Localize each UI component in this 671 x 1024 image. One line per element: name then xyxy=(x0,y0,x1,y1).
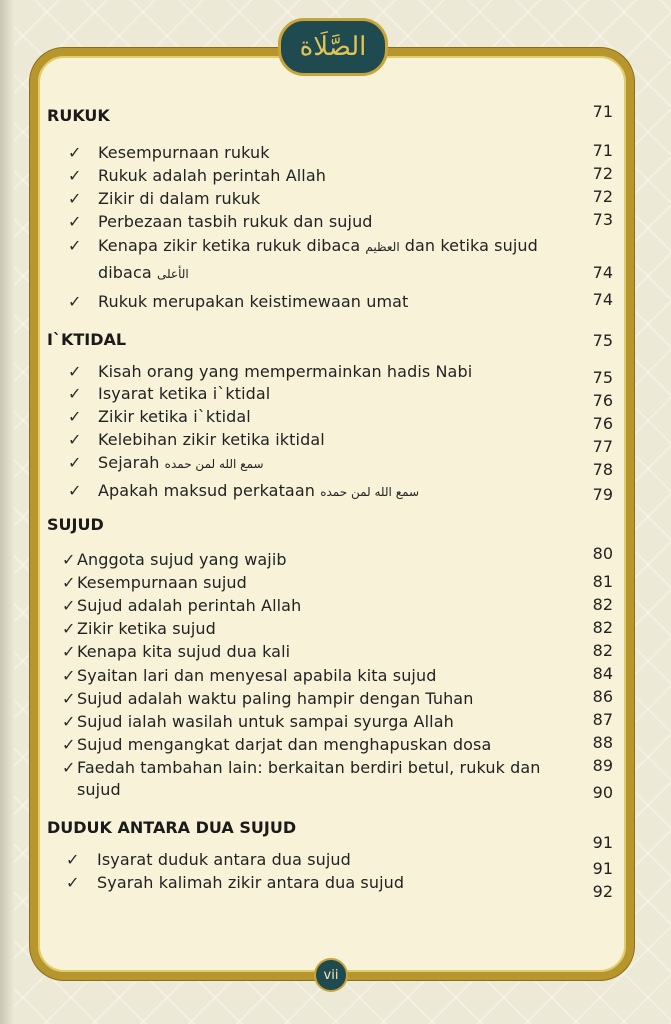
check-icon: ✓ xyxy=(68,143,82,162)
check-icon: ✓ xyxy=(68,453,82,472)
toc-item-text-part: Sejarah xyxy=(98,453,160,472)
toc-item-text-part: dibaca xyxy=(98,263,152,282)
toc-item-page: 74 xyxy=(592,290,613,309)
check-icon: ✓ xyxy=(68,430,82,449)
check-icon: ✓ xyxy=(62,666,76,685)
toc-item-page: 86 xyxy=(592,687,613,706)
toc-item-text: Zikir ketika i`ktidal xyxy=(98,407,251,426)
toc-item-page: 82 xyxy=(592,595,613,614)
toc-item-page: 74 xyxy=(592,263,613,282)
content-frame xyxy=(30,48,634,980)
toc-item-page: 71 xyxy=(592,141,613,160)
section-heading: RUKUK xyxy=(47,106,110,125)
check-icon: ✓ xyxy=(68,292,82,311)
title-arabic: الصَّلَاة xyxy=(299,32,367,62)
toc-item-text: Sujud ialah wasilah untuk sampai syurga Allah xyxy=(77,712,454,731)
check-icon: ✓ xyxy=(68,481,82,500)
toc-item-page: 72 xyxy=(592,164,613,183)
toc-item-text: Sujud mengangkat darjat dan menghapuskan dosa xyxy=(77,735,492,754)
toc-item-text-part: Kenapa zikir ketika rukuk dibaca xyxy=(98,236,361,255)
toc-item-page: 72 xyxy=(592,187,613,206)
toc-item-page: 73 xyxy=(592,210,613,229)
check-icon: ✓ xyxy=(62,619,76,638)
check-icon: ✓ xyxy=(62,758,76,777)
toc-item-page: 79 xyxy=(592,485,613,504)
section-page: 71 xyxy=(592,102,613,121)
title-badge xyxy=(278,18,388,76)
toc-item-text: Kesempurnaan sujud xyxy=(77,573,247,592)
toc-item-page: 87 xyxy=(592,710,613,729)
toc-item-text: Kenapa kita sujud dua kali xyxy=(77,642,291,661)
toc-item-text: Syaitan lari dan menyesal apabila kita sujud xyxy=(77,666,437,685)
section-page: 80 xyxy=(592,544,613,563)
toc-item-text: Zikir di dalam rukuk xyxy=(98,189,261,208)
toc-item-text: Rukuk merupakan keistimewaan umat xyxy=(98,292,409,311)
toc-item-text: Faedah tambahan lain: berkaitan berdiri betul, rukuk dan xyxy=(77,758,541,777)
page-number: vii xyxy=(323,967,339,983)
arabic-term: الأعلى xyxy=(156,267,189,281)
check-icon: ✓ xyxy=(66,850,80,869)
toc-item-page: 92 xyxy=(592,882,613,901)
toc-item-text-line2 xyxy=(98,263,189,282)
toc-item-text: Syarah kalimah zikir antara dua sujud xyxy=(97,873,405,892)
check-icon: ✓ xyxy=(68,236,82,255)
toc-item-page: 78 xyxy=(592,460,613,479)
arabic-term: سمع الله لمن حمده xyxy=(164,457,264,471)
toc-item-page: 88 xyxy=(592,733,613,752)
section-page: 91 xyxy=(592,833,613,852)
book-spine-shadow xyxy=(0,0,14,1024)
check-icon: ✓ xyxy=(62,735,76,754)
toc-item-text: Sujud adalah waktu paling hampir dengan Tuhan xyxy=(77,689,474,708)
section-heading: DUDUK ANTARA DUA SUJUD xyxy=(47,818,297,837)
check-icon: ✓ xyxy=(68,166,82,185)
check-icon: ✓ xyxy=(68,189,82,208)
toc-item-page: 91 xyxy=(592,859,613,878)
toc-item-page: 75 xyxy=(592,368,613,387)
toc-item-text: Anggota sujud yang wajib xyxy=(77,550,287,569)
check-icon: ✓ xyxy=(66,873,80,892)
toc-item-text: Zikir ketika sujud xyxy=(77,619,216,638)
check-icon: ✓ xyxy=(62,642,76,661)
toc-item-text: Perbezaan tasbih rukuk dan sujud xyxy=(98,212,373,231)
check-icon: ✓ xyxy=(68,384,82,403)
section-heading: SUJUD xyxy=(47,515,104,534)
check-icon: ✓ xyxy=(68,362,82,381)
toc-item-page: 76 xyxy=(592,414,613,433)
check-icon: ✓ xyxy=(62,689,76,708)
toc-item-text: Rukuk adalah perintah Allah xyxy=(98,166,326,185)
arabic-term: العظيم xyxy=(365,240,400,254)
check-icon: ✓ xyxy=(62,573,76,592)
toc-item-text: Isyarat ketika i`ktidal xyxy=(98,384,271,403)
toc-item-page: 89 xyxy=(592,756,613,775)
section-page: 75 xyxy=(592,331,613,350)
toc-item-text: Kisah orang yang mempermainkan hadis Nabi xyxy=(98,362,473,381)
check-icon: ✓ xyxy=(62,596,76,615)
toc-item-page: 81 xyxy=(592,572,613,591)
section-heading: I`KTIDAL xyxy=(47,330,127,349)
toc-item-text: Kelebihan zikir ketika iktidal xyxy=(98,430,325,449)
toc-item-page: 76 xyxy=(592,391,613,410)
toc-item-page: 84 xyxy=(592,664,613,683)
check-icon: ✓ xyxy=(68,407,82,426)
toc-item-page: 82 xyxy=(592,618,613,637)
toc-item-text-part: dan ketika sujud xyxy=(404,236,538,255)
check-icon: ✓ xyxy=(62,550,76,569)
arabic-term: سمع الله لمن حمده xyxy=(320,485,420,499)
toc-item-text: Isyarat duduk antara dua sujud xyxy=(97,850,351,869)
page-number-badge xyxy=(314,958,348,992)
check-icon: ✓ xyxy=(68,212,82,231)
toc-item-page: 82 xyxy=(592,641,613,660)
toc-item-text xyxy=(98,481,419,500)
toc-item-text: Sujud adalah perintah Allah xyxy=(77,596,302,615)
toc-item-text xyxy=(98,453,264,472)
check-icon: ✓ xyxy=(62,712,76,731)
toc-item-text-part: Apakah maksud perkataan xyxy=(98,481,315,500)
toc-item-text-line2: sujud xyxy=(77,780,121,799)
toc-item-text xyxy=(98,236,538,255)
toc-item-page: 90 xyxy=(592,783,613,802)
toc-item-text: Kesempurnaan rukuk xyxy=(98,143,270,162)
toc-item-page: 77 xyxy=(592,437,613,456)
